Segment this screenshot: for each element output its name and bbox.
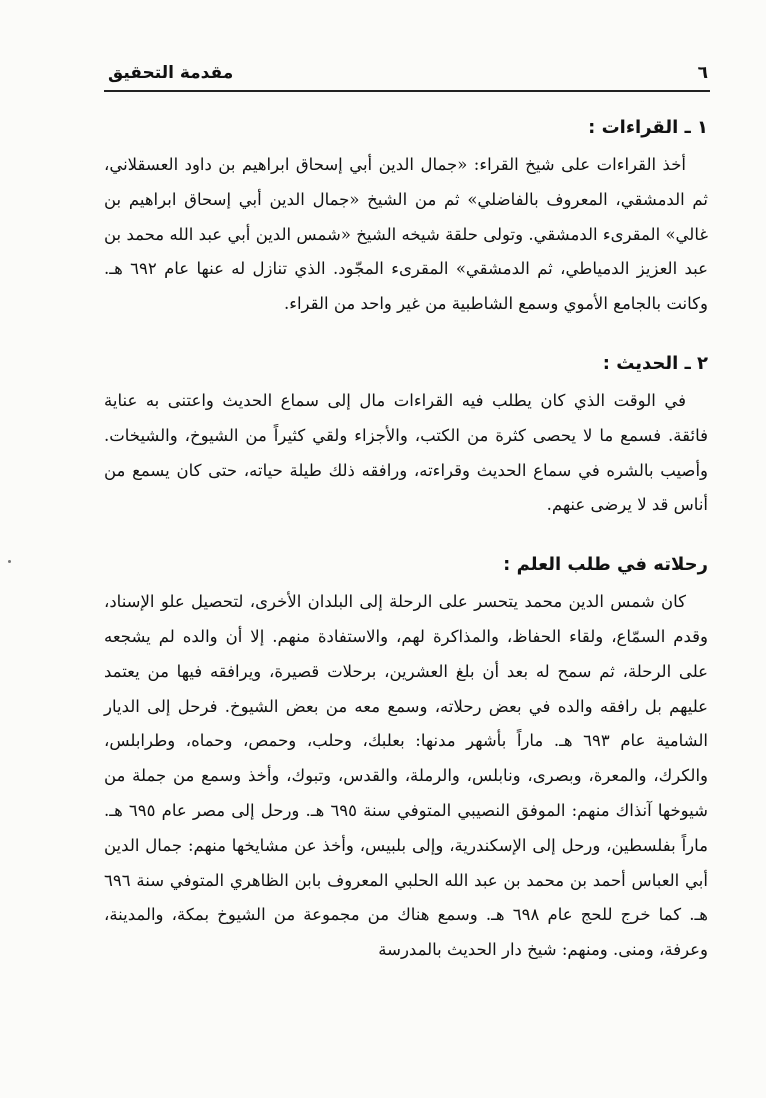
- page-header: [108, 58, 708, 88]
- paragraph-travels: كان شمس الدين محمد يتحسر على الرحلة إلى البلدان الأخرى، لتحصيل علو الإسناد، وقدم السمّاع، ولقاء الحفاظ، والمذاكرة لهم، والاستفادة منهم. إلا أن والده لم يشجعه على الرحلة، ثم سمح له بعد أن بلغ العشرين، برحلات قصيرة، ويرافقه فيها من يعتمد عليهم بل رافقه والده في بعض رحلاته، وسمع معه من بعض الشيوخ. فرحل إلى الديار الشامية عام ٦٩٣ هـ. ماراً بأشهر مدنها: بعلبك، وحلب، وحمص، وحماه، وطرابلس، والكرك، والمعرة، وبصرى، ونابلس، والرملة، والقدس، وتبوك، وأخذ وسمع من جملة من شيوخها آنذاك منهم: الموفق النصيبي المتوفي سنة ٦٩٥ هـ. ورحل إلى مصر عام ٦٩٥ هـ. ماراً بفلسطين، ورحل إلى الإسكندرية، وإلى بلبيس، وأخذ عن مشايخها منهم: جمال الدين أبي العباس أحمد بن محمد بن عبد الله الحلبي المعروف بابن الظاهري المتوفي سنة ٦٩٦ هـ. كما خرج للحج عام ٦٩٨ هـ. وسمع هناك من مجموعة من الشيوخ بمكة، والمدينة، وعرفة، ومنى. ومنهم: شيخ دار الحديث بالمدرسة: [104, 592, 709, 960]
- page-body: [104, 108, 708, 968]
- section-spacer: [104, 322, 708, 344]
- page-number: ٦: [697, 63, 708, 83]
- section-heading-hadith: ٢ ـ الحديث :: [602, 352, 708, 374]
- section-heading-readings: ١ ـ القراءات :: [588, 117, 708, 138]
- paragraph-readings: أخذ القراءات على شيخ القراء: «جمال الدين أبي إسحاق ابراهيم بن داود العسقلاني، ثم الدمشقي، المعروف بالفاضلي» ثم من الشيخ «جمال الدين أبي إسحاق ابراهيم بن غالي» المقرىء الدمشقي. وتولى حلقة شيخه الشيخ «شمس الدين أبي عبد الله محمد بن عبد العزيز الدمياطي، ثم الدمشقي» المقرىء المجّود. الذي تنازل له عنها عام ٦٩٢ هـ. وكانت بالجامع الأموي وسمع الشاطبية من غير واحد من القراء.: [104, 155, 708, 314]
- section-spacer: [104, 523, 708, 545]
- header-rule: [104, 90, 710, 92]
- scan-margin-speck: [8, 560, 11, 563]
- paragraph-hadith: في الوقت الذي كان يطلب فيه القراءات مال إلى سماع الحديث واعتنى به عناية فائقة. فسمع ما لا يحصى كثرة من الكتب، والأجزاء ولقي كثيراً من الشيوخ، والشيخات. وأصيب بالشره في سماع الحديث وقراءته، ورافقه ذلك طيلة حياته، حتى كان يسمع من أناس قد لا يرضى عنهم.: [104, 390, 708, 515]
- running-title: مقدمة التحقيق: [108, 63, 234, 83]
- section-heading-travels: رحلاته في طلب العلم :: [503, 554, 708, 576]
